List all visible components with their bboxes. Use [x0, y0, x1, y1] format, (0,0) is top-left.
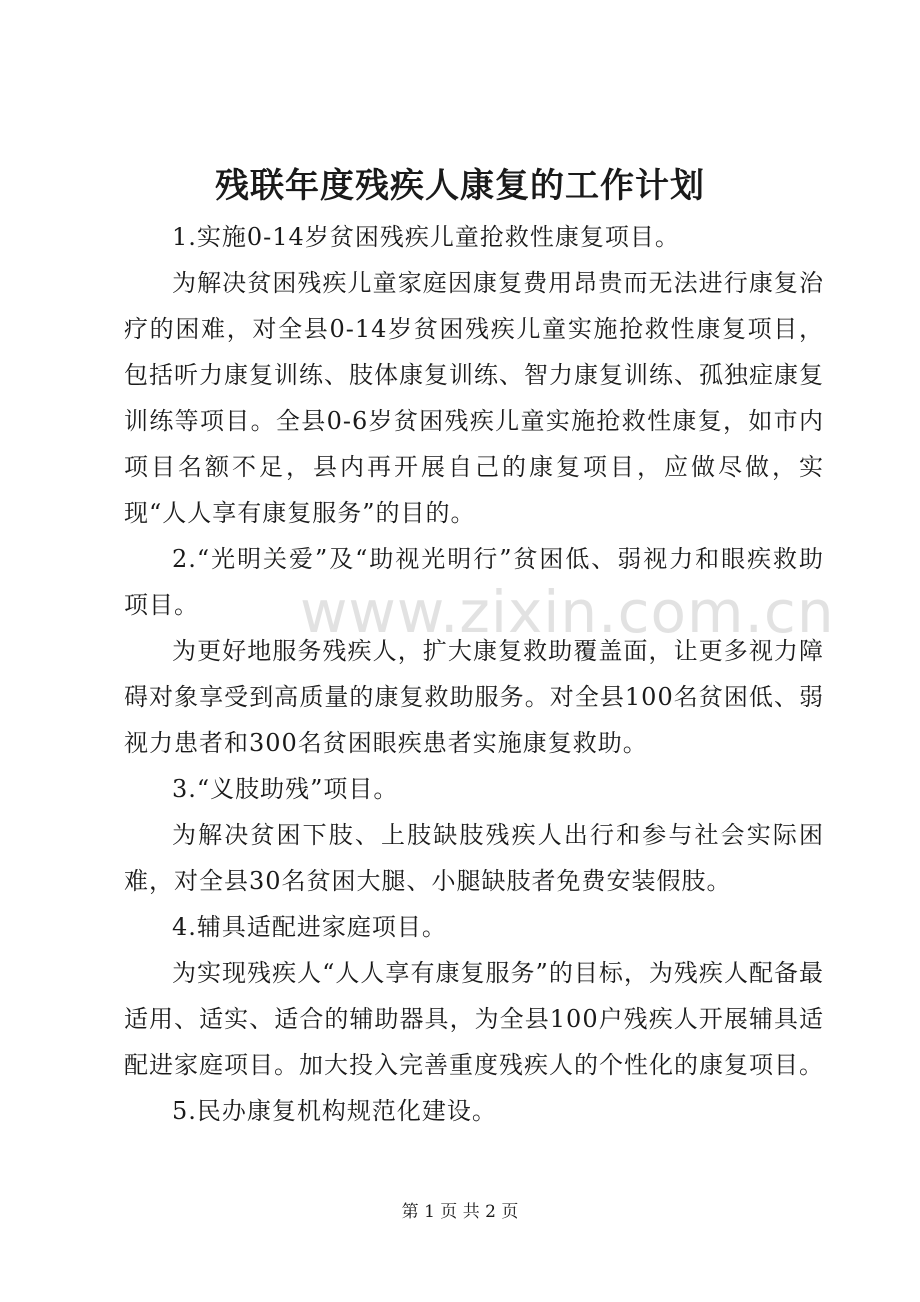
- paragraph-3: 为解决贫困下肢、上肢缺肢残疾人出行和参与社会实际困难，对全县30名贫困大腿、小腿缺肢者免费安装假肢。: [124, 821, 824, 895]
- document-body: [124, 214, 824, 1134]
- paragraph-2: 为更好地服务残疾人，扩大康复救助覆盖面，让更多视力障碍对象享受到高质量的康复救助服务。对全县100名贫困低、弱视力患者和300名贫困眼疾患者实施康复救助。: [124, 637, 824, 757]
- section-heading-3: 3.“义肢助残”项目。: [172, 775, 399, 803]
- document-title: 残联年度残疾人康复的工作计划: [215, 166, 705, 206]
- watermark: www.zixin.com.cn: [300, 578, 835, 646]
- section-heading-1: 1.实施0-14岁贫困残疾儿童抢救性康复项目。: [172, 223, 680, 251]
- section-heading-4: 4.辅具适配进家庭项目。: [172, 913, 447, 941]
- section-heading-2: 2.“光明关爱”及“助视光明行”贫困低、弱视力和眼疾救助项目。: [124, 545, 824, 619]
- paragraph-4: 为实现残疾人“人人享有康复服务”的目标，为残疾人配备最适用、适实、适合的辅助器具，为全县100户残疾人开展辅具适配进家庭项目。加大投入完善重度残疾人的个性化的康复项目。: [124, 959, 824, 1079]
- paragraph-1: 为解决贫困残疾儿童家庭因康复费用昂贵而无法进行康复治疗的困难，对全县0-14岁贫困残疾儿童实施抢救性康复项目，包括听力康复训练、肢体康复训练、智力康复训练、孤独症康复训练等项目。全县0-6岁贫困残疾儿童实施抢救性康复，如市内项目名额不足，县内再开展自己的康复项目，应做尽做，实现“人人享有康复服务”的目的。: [124, 269, 824, 527]
- page-footer: 第 1 页 共 2 页: [401, 1202, 519, 1222]
- section-heading-5: 5.民办康复机构规范化建设。: [172, 1097, 497, 1125]
